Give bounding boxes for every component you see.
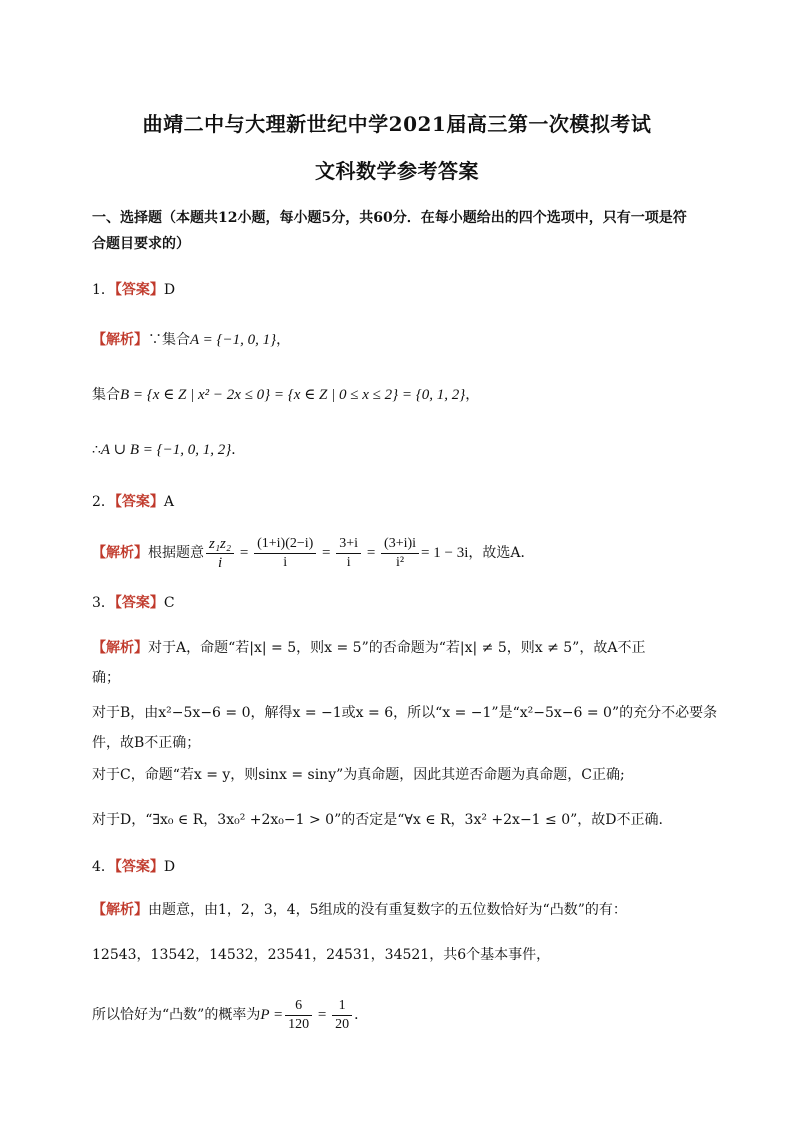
q1-number: 1． bbox=[92, 282, 115, 298]
q2-number: 2． bbox=[92, 494, 115, 510]
q4-analysis-label: 【解析】 bbox=[92, 902, 148, 918]
q4-answer-line bbox=[92, 857, 734, 877]
q4-answer-label: 【答案】 bbox=[114, 859, 164, 875]
q4-fraction-1: $\frac{6}{120}$ bbox=[285, 997, 312, 1034]
q2-fraction-2: $\frac{(1+i)(2-i)}{i}$ bbox=[254, 535, 316, 572]
q1-set-b-prefix: 集合 bbox=[92, 387, 120, 403]
q4-answer-value: D bbox=[163, 859, 176, 875]
q1-analysis-line3 bbox=[92, 440, 734, 460]
q2-fraction-4: $\frac{(3+i)i}{\text{i²}}$ bbox=[381, 535, 419, 572]
q1-analysis-line1 bbox=[92, 330, 734, 350]
q3-answer-value: C bbox=[163, 595, 175, 611]
q1-set-b-suffix: ， bbox=[465, 387, 480, 403]
q1-analysis-label: 【解析】 bbox=[92, 332, 148, 348]
q3-analysis-line1b: 确； bbox=[92, 670, 120, 686]
q1-answer-value: D bbox=[163, 282, 176, 298]
q1-set-b: B = {x ∈ Z | x² − 2x ≤ 0} = {x ∈ Z | 0 ≤ x ≤ 2} = {0, 1, 2} bbox=[120, 387, 466, 403]
q3-answer-line bbox=[92, 593, 734, 613]
q4-probability-prefix: 所以恰好为“凸数”的概率为 bbox=[92, 1007, 261, 1023]
q4-fraction-2: $\frac{1}{20}$ bbox=[332, 997, 352, 1034]
q3-analysis-label: 【解析】 bbox=[92, 640, 148, 656]
q1-union: A ∪ B = {−1, 0, 1, 2} bbox=[100, 442, 232, 458]
q1-union-suffix: ． bbox=[231, 442, 246, 458]
q4-analysis-line1 bbox=[92, 900, 734, 920]
q1-analysis-prefix: ∵集合 bbox=[148, 332, 190, 348]
q3-analysis-line1 bbox=[92, 638, 734, 658]
q2-answer-value: A bbox=[163, 494, 175, 510]
q2-answer-label: 【答案】 bbox=[114, 494, 164, 510]
q1-answer-line bbox=[92, 280, 734, 300]
q3-option-b: 对于B，由x²−5x−6 = 0，解得x = −1或x = 6，所以“x = −1”是“x²−5x−6 = 0”的充分不必要条 bbox=[92, 705, 718, 721]
q2-answer-line bbox=[92, 492, 734, 512]
q3-option-a: 对于A，命题“若|x| = 5，则x = 5”的否命题为“若|x| ≠ 5，则x ≠ 5”，故A不正 bbox=[148, 640, 646, 656]
section-heading-line1: 一、选择题（本题共12小题，每小题5分，共60分．在每小题给出的四个选项中，只有一项是符 bbox=[92, 210, 687, 226]
exam-title: 曲靖二中与大理新世纪中学2021届高三第一次模拟考试 bbox=[142, 112, 652, 136]
q4-analysis-text: 由题意，由1，2，3，4，5组成的没有重复数字的五位数恰好为“凸数”的有： bbox=[148, 902, 627, 918]
q2-analysis-label: 【解析】 bbox=[92, 545, 148, 561]
q1-set-a: A = {−1, 0, 1} bbox=[190, 332, 277, 348]
q4-probability-suffix: ． bbox=[354, 1007, 369, 1023]
q1-analysis-suffix: ， bbox=[276, 332, 291, 348]
q4-number: 4． bbox=[92, 859, 115, 875]
exam-subtitle: 文科数学参考答案 bbox=[315, 159, 479, 183]
q1-therefore: ∴ bbox=[92, 442, 101, 458]
q4-analysis-line2: 12543，13542，14532，23541，24531，34521，共6个基本事件， bbox=[92, 947, 551, 963]
q3-number: 3． bbox=[92, 595, 115, 611]
q2-fraction-1: $\frac{\text{z₁z₂}}{i}$ bbox=[206, 535, 234, 572]
section-heading-line2: 合题目要求的） bbox=[92, 236, 190, 252]
q2-analysis-line: 【解析】根据题意 $\frac{\text{z₁z₂}}{i}$ = $\frac{(1+i)(2-i)}{i}$ = $\frac{3+i}{i}$ = $\frac{(3+i)i}{\text{i²}}$ = 1 − 3i，故选A． bbox=[92, 535, 535, 571]
q3-answer-label: 【答案】 bbox=[114, 595, 164, 611]
q2-fraction-3: $\frac{3+i}{i}$ bbox=[336, 535, 361, 572]
q1-answer-label: 【答案】 bbox=[114, 282, 164, 298]
q4-analysis-line3: 所以恰好为“凸数”的概率为P = $\frac{6}{120}$ = $\frac{1}{20}$ ． bbox=[92, 997, 369, 1032]
q2-analysis-suffix: ，故选A． bbox=[468, 545, 535, 561]
q2-result: = 1 − 3i bbox=[421, 545, 469, 561]
q1-analysis-line2 bbox=[92, 385, 734, 405]
q3-option-c: 对于C，命题“若x = y，则sinx = siny”为真命题，因此其逆否命题为真命题，C正确; bbox=[92, 767, 625, 783]
q3-option-d: 对于D，“∃x₀ ∈ R，3x₀² +2x₀−1 > 0”的否定是“∀x ∈ R，3x² +2x−1 ≤ 0”，故D不正确. bbox=[92, 812, 663, 828]
q3-option-b-cont: 件，故B不正确； bbox=[92, 735, 201, 751]
q2-analysis-prefix: 根据题意 bbox=[148, 545, 204, 561]
q4-p-symbol: P = bbox=[260, 1007, 284, 1023]
